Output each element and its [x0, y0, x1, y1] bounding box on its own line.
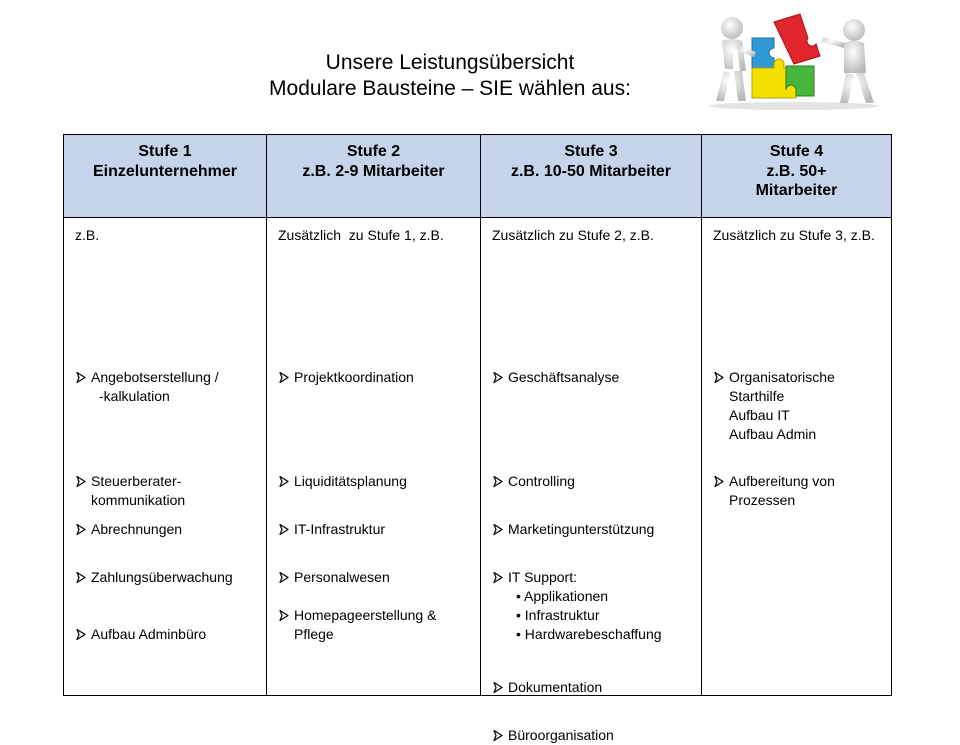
item-text: IT-Infrastruktur	[294, 521, 386, 537]
header-line: Einzelunternehmer	[92, 162, 238, 180]
item-text: Angebotserstellung /	[91, 369, 219, 385]
item-text: Personalwesen	[294, 569, 390, 585]
item-text: Aufbau IT	[729, 407, 790, 423]
list-item	[75, 520, 260, 539]
item-text: Prozessen	[729, 492, 796, 508]
stufe-1-cell	[64, 218, 267, 696]
header-line: Stufe 3	[564, 143, 618, 160]
arrow-bullet-icon	[75, 520, 87, 539]
header-line: Stufe 4	[769, 143, 824, 160]
item-text: Liquiditätsplanung	[294, 473, 407, 489]
list-item	[492, 726, 695, 745]
list-item	[492, 678, 695, 697]
item-text: kommunikation	[91, 492, 186, 508]
header-line: Stufe 1	[138, 143, 192, 160]
arrow-bullet-icon	[75, 472, 87, 491]
list-item	[492, 568, 695, 644]
item-text: Zahlungsüberwachung	[91, 569, 233, 585]
cell-intro: Zusätzlich zu Stufe 3, z.B.	[713, 227, 875, 243]
item-text: IT Support:	[508, 569, 578, 585]
list-item	[492, 472, 695, 491]
item-text: Pflege	[294, 626, 334, 642]
item-text: Projektkoordination	[294, 369, 414, 385]
item-text: Aufbau Adminbüro	[91, 626, 207, 642]
arrow-bullet-icon	[492, 368, 504, 387]
list-item	[278, 568, 474, 587]
item-text: Starthilfe	[729, 388, 785, 404]
list-item	[75, 368, 260, 406]
list-item	[75, 625, 260, 644]
arrow-bullet-icon	[278, 568, 290, 587]
arrow-bullet-icon	[75, 568, 87, 587]
table-body-row	[64, 218, 892, 696]
stufe-3-cell	[481, 218, 702, 743]
item-text: Geschäftsanalyse	[508, 369, 620, 385]
list-item	[278, 606, 474, 644]
item-text: Organisatorische	[729, 369, 835, 385]
arrow-bullet-icon	[492, 726, 504, 745]
list-item	[713, 368, 885, 444]
item-text: Homepageerstellung &	[294, 607, 437, 623]
item-text: Aufbereitung von	[729, 473, 835, 489]
title-line-1: Unsere Leistungsübersicht	[325, 51, 575, 74]
arrow-bullet-icon	[278, 472, 290, 491]
item-text: Aufbau Admin	[729, 426, 817, 442]
arrow-bullet-icon	[492, 568, 504, 587]
list-item	[278, 368, 474, 387]
header-stufe-3	[481, 135, 702, 218]
stufe-2-cell	[267, 218, 481, 696]
arrow-bullet-icon	[492, 520, 504, 539]
item-text: Dokumentation	[508, 679, 603, 695]
list-item	[278, 520, 474, 539]
list-item	[75, 472, 260, 510]
item-text: Steuerberater-	[91, 473, 182, 489]
arrow-bullet-icon	[278, 606, 290, 625]
sub-bullet: • Infrastruktur	[516, 607, 600, 623]
list-item	[492, 520, 695, 539]
cell-intro: z.B.	[75, 227, 100, 243]
header-stufe-1	[64, 135, 267, 218]
title-line-2: Modulare Bausteine – SIE wählen aus:	[269, 77, 631, 100]
arrow-bullet-icon	[713, 368, 725, 387]
header-stufe-2	[267, 135, 481, 218]
service-overview-table	[63, 134, 892, 743]
arrow-bullet-icon	[713, 472, 725, 491]
list-item	[278, 472, 474, 491]
list-item	[75, 568, 260, 587]
sub-bullet: • Hardwarebeschaffung	[516, 626, 662, 642]
arrow-bullet-icon	[278, 520, 290, 539]
cell-intro: Zusätzlich zu Stufe 1, z.B.	[278, 227, 444, 243]
header-line: Stufe 2	[346, 143, 401, 160]
arrow-bullet-icon	[492, 472, 504, 491]
cell-intro: Zusätzlich zu Stufe 2, z.B.	[492, 227, 654, 243]
slide-title	[200, 50, 700, 102]
header-line: z.B. 10-50 Mitarbeiter	[510, 162, 672, 180]
header-line: Mitarbeiter	[755, 182, 838, 199]
header-line: z.B. 50+	[766, 162, 827, 180]
item-text: Büroorganisation	[508, 727, 614, 743]
table-header-row	[64, 135, 892, 218]
stufe-4-cell	[702, 218, 892, 696]
arrow-bullet-icon	[492, 678, 504, 697]
puzzle-figures-icon	[694, 8, 894, 110]
item-text: -kalkulation	[99, 388, 170, 404]
arrow-bullet-icon	[75, 625, 87, 644]
sub-bullet: • Applikationen	[516, 588, 609, 604]
list-item	[713, 472, 885, 510]
list-item	[492, 368, 695, 387]
item-text: Marketingunterstützung	[508, 521, 655, 537]
item-text: Abrechnungen	[91, 521, 183, 537]
header-line: z.B. 2-9 Mitarbeiter	[302, 162, 445, 180]
header-stufe-4	[702, 135, 892, 218]
item-text: Controlling	[508, 473, 575, 489]
arrow-bullet-icon	[75, 368, 87, 387]
arrow-bullet-icon	[278, 368, 290, 387]
